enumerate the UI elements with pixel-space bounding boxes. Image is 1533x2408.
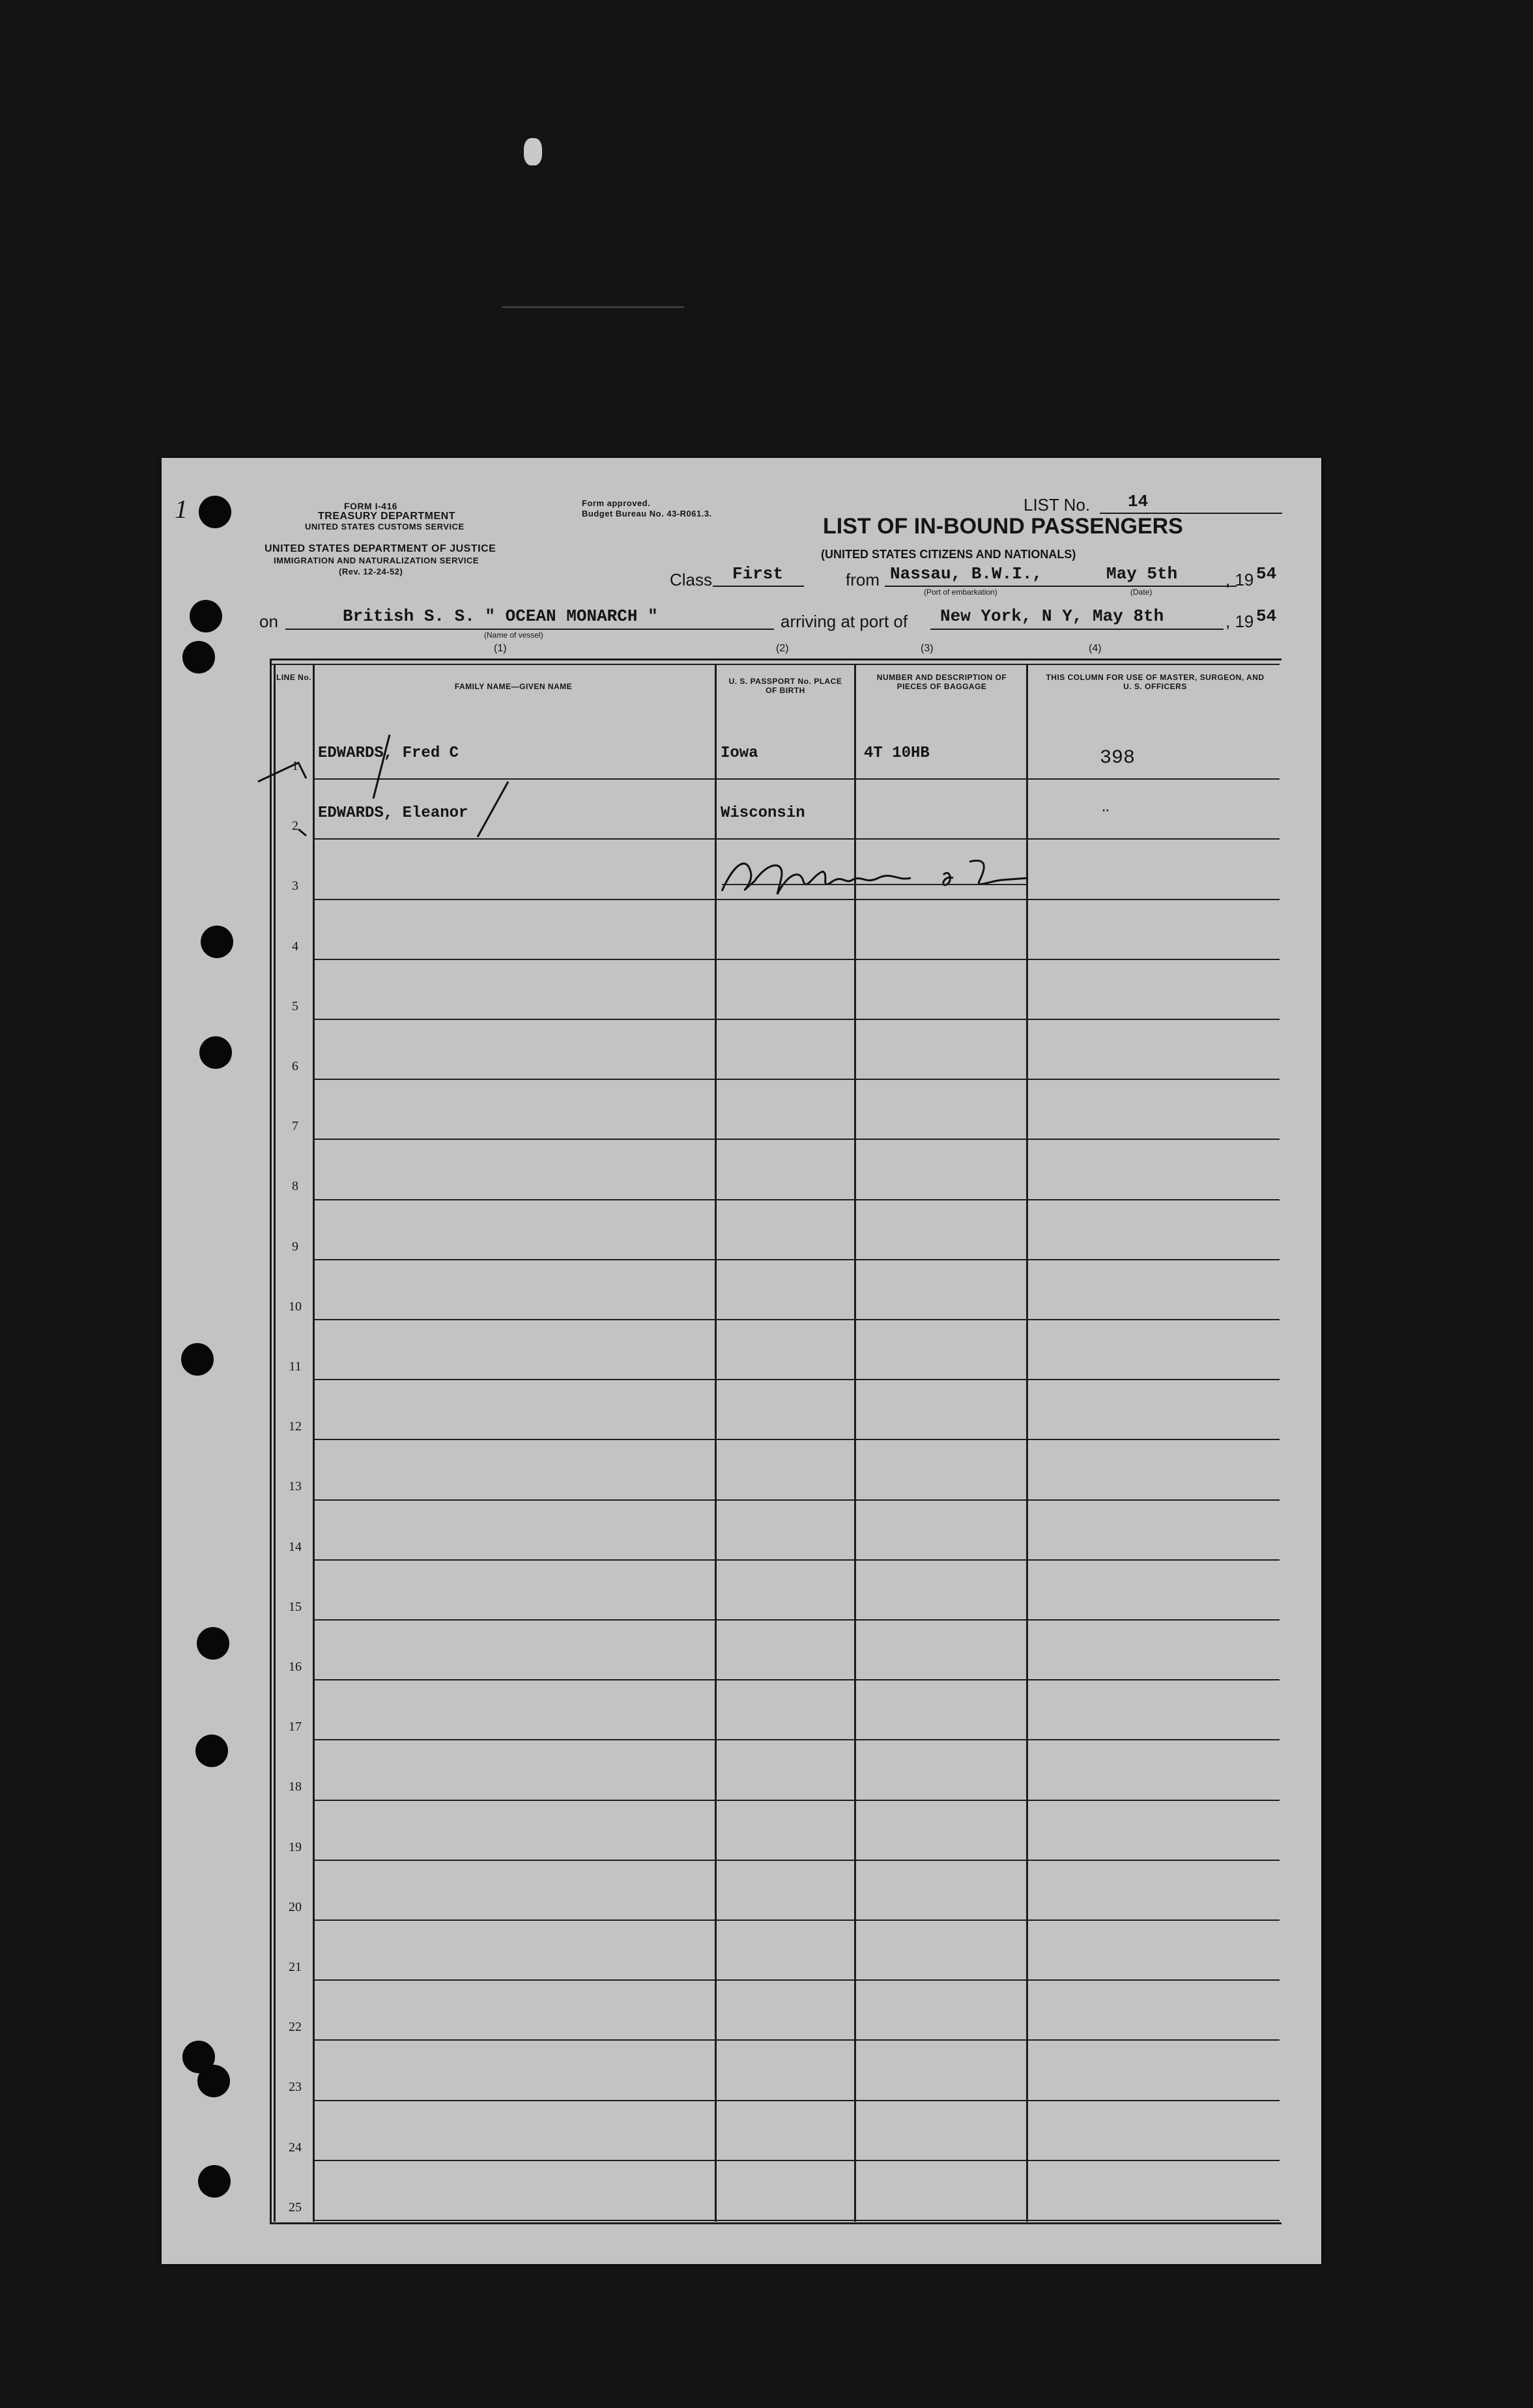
baggage: 4T 10HB — [864, 744, 930, 762]
vessel-name: British S. S. " OCEAN MONARCH " — [343, 606, 658, 626]
row-number: 1 — [292, 759, 298, 773]
officer-signature — [722, 860, 1028, 894]
check-mark — [478, 782, 508, 837]
row-number: 11 — [289, 1359, 302, 1374]
header-baggage: NUMBER AND DESCRIPTION OF PIECES OF BAGGAGE — [876, 673, 1007, 691]
row-number: 15 — [289, 1599, 302, 1614]
row-number: 6 — [292, 1059, 298, 1073]
row-number: 2 — [292, 819, 298, 834]
departure-date: May 5th — [1106, 564, 1178, 584]
row-number: 5 — [292, 999, 298, 1013]
header-passport: U. S. PASSPORT No. PLACE OF BIRTH — [728, 677, 842, 695]
row-number: 7 — [292, 1119, 298, 1134]
check-mark — [373, 735, 390, 799]
row-number: 10 — [289, 1299, 302, 1314]
vessel-caption: (Name of vessel) — [484, 630, 543, 640]
form-approved: Form approved. — [582, 498, 651, 508]
embarkation-caption: (Port of embarkation) — [924, 588, 997, 597]
passenger-name: EDWARDS, Fred C — [318, 744, 459, 762]
row-number: 8 — [292, 1179, 298, 1194]
column-number-4: (4) — [1089, 643, 1102, 654]
row-number: 20 — [289, 1899, 302, 1914]
from-label: from — [846, 570, 880, 589]
list-subtitle: (UNITED STATES CITIZENS AND NATIONALS) — [821, 548, 1076, 561]
passenger-list-form — [162, 458, 1321, 2264]
list-title: LIST OF IN-BOUND PASSENGERS — [823, 514, 1183, 539]
arrival-year-prefix: , 19 — [1225, 612, 1254, 631]
row-number: 18 — [289, 1779, 302, 1794]
place-of-birth: Iowa — [721, 744, 758, 762]
passenger-name: EDWARDS, Eleanor — [318, 804, 468, 823]
class-label: Class — [670, 570, 713, 589]
check-mark — [298, 829, 306, 836]
row-number: 25 — [289, 2200, 302, 2215]
date-caption: (Date) — [1130, 588, 1153, 597]
row-number: 19 — [289, 1839, 302, 1854]
list-number: 14 — [1128, 492, 1149, 511]
row-number: 4 — [292, 939, 298, 954]
header-officers: THIS COLUMN FOR USE OF MASTER, SURGEON, AND U. S. OFFICERS — [1046, 673, 1265, 691]
immigration-service: IMMIGRATION AND NATURALIZATION SERVICE — [274, 556, 480, 565]
on-label: on — [259, 612, 278, 631]
from-port: Nassau, B.W.I., — [890, 564, 1043, 584]
row-number: 17 — [289, 1720, 302, 1735]
budget-bureau: Budget Bureau No. 43-R061.3. — [582, 509, 712, 518]
header-line-no: LINE No. — [276, 673, 311, 682]
class-value: First — [732, 564, 784, 584]
row-number: 23 — [289, 2080, 302, 2095]
form-number: FORM I-416 — [344, 501, 398, 511]
depart-year-prefix: , 19 — [1225, 570, 1254, 589]
check-mark — [258, 763, 306, 782]
arrival-port: New York, N Y, May 8th — [940, 606, 1164, 626]
handwritten-marks — [162, 458, 1321, 2264]
row-number: 12 — [289, 1419, 302, 1434]
header-name: FAMILY NAME—GIVEN NAME — [454, 682, 573, 691]
row-number: 13 — [289, 1479, 302, 1494]
customs-service: UNITED STATES CUSTOMS SERVICE — [305, 522, 465, 531]
scan-speck — [524, 138, 542, 165]
arriving-label: arriving at port of — [781, 612, 908, 631]
list-no-label: LIST No. — [1024, 495, 1091, 515]
revision-date: (Rev. 12-24-52) — [339, 567, 403, 576]
column-number-2: (2) — [776, 643, 789, 654]
column-number-3: (3) — [921, 643, 934, 654]
row-number: 3 — [292, 879, 298, 894]
row-number: 24 — [289, 2140, 302, 2155]
treasury-department: TREASURY DEPARTMENT — [318, 511, 455, 522]
scan-speck — [502, 306, 684, 308]
officer-note: 398 — [1100, 747, 1136, 769]
column-number-1: (1) — [494, 643, 507, 654]
officer-note: ¨ — [1100, 807, 1112, 830]
row-number: 21 — [289, 1960, 302, 1974]
row-number: 16 — [289, 1660, 302, 1674]
corner-mark: 1 — [175, 494, 188, 524]
arrival-year: 54 — [1256, 606, 1277, 626]
row-number: 9 — [292, 1239, 298, 1254]
place-of-birth: Wisconsin — [721, 804, 805, 823]
departure-year: 54 — [1256, 564, 1277, 584]
department-of-justice: UNITED STATES DEPARTMENT OF JUSTICE — [265, 543, 496, 554]
row-number: 14 — [289, 1539, 302, 1554]
row-number: 22 — [289, 2020, 302, 2035]
